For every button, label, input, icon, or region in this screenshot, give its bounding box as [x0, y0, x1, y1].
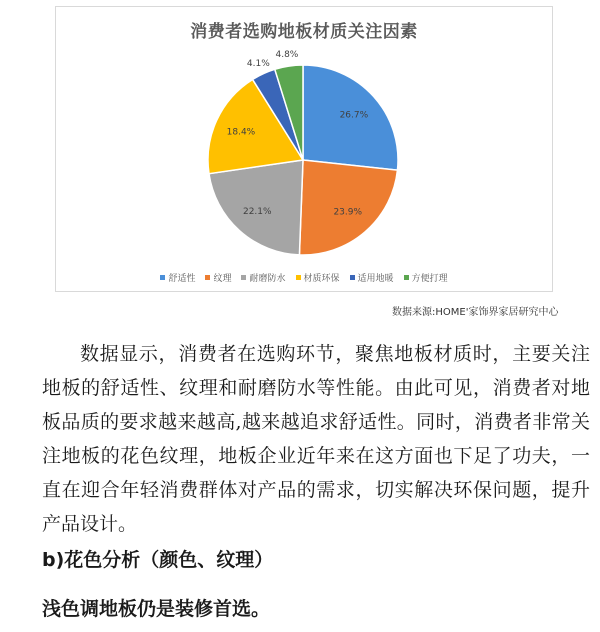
pie-data-label: 26.7% [339, 110, 369, 121]
legend-label: 耐磨防水 [249, 274, 286, 284]
section-subheading: 浅色调地板仍是装修首选。 [42, 598, 271, 620]
chart-legend [56, 271, 552, 284]
legend-swatch [205, 275, 210, 280]
section-heading: b)花色分析（颜色、纹理） [42, 549, 274, 571]
legend-swatch [296, 275, 301, 280]
legend-item [205, 271, 231, 284]
legend-swatch [350, 275, 355, 280]
pie-data-label: 22.1% [242, 206, 272, 217]
legend-item [404, 271, 448, 284]
legend-item [350, 271, 394, 284]
legend-item [160, 271, 195, 284]
pie-data-label: 4.1% [246, 58, 270, 69]
legend-swatch [160, 275, 165, 280]
source-note: 数据来源:HOME'家饰界家居研究中心 [392, 307, 559, 318]
legend-label: 适用地暖 [357, 274, 394, 284]
chart-container [55, 6, 553, 292]
legend-swatch [241, 275, 246, 280]
pie-data-label: 23.9% [333, 207, 363, 218]
legend-label: 材质环保 [303, 274, 340, 284]
legend-label: 纹理 [213, 274, 232, 284]
body-paragraph: 数据显示，消费者在选购环节，聚焦地板材质时，主要关注地板的舒适性、纹理和耐磨防水等性能。由此可见，消费者对地板品质的要求越来越高,越来越追求舒适性。同时，消费者非常关注地板的花色纹理，地板企业近年来在这方面也下足了功夫，一直在迎合年轻消费群体对产品的需求，切实解决环保问题，提升产品设计。 [42, 343, 590, 535]
legend-swatch [404, 275, 409, 280]
legend-label: 方便打理 [411, 274, 448, 284]
legend-label: 舒适性 [168, 274, 196, 284]
chart-title: 消费者选购地板材质关注因素 [190, 22, 418, 42]
pie-data-label: 18.4% [226, 127, 256, 138]
pie-chart [56, 7, 554, 293]
legend-item [296, 271, 340, 284]
pie-data-label: 4.8% [275, 50, 299, 61]
legend-item [241, 271, 285, 284]
